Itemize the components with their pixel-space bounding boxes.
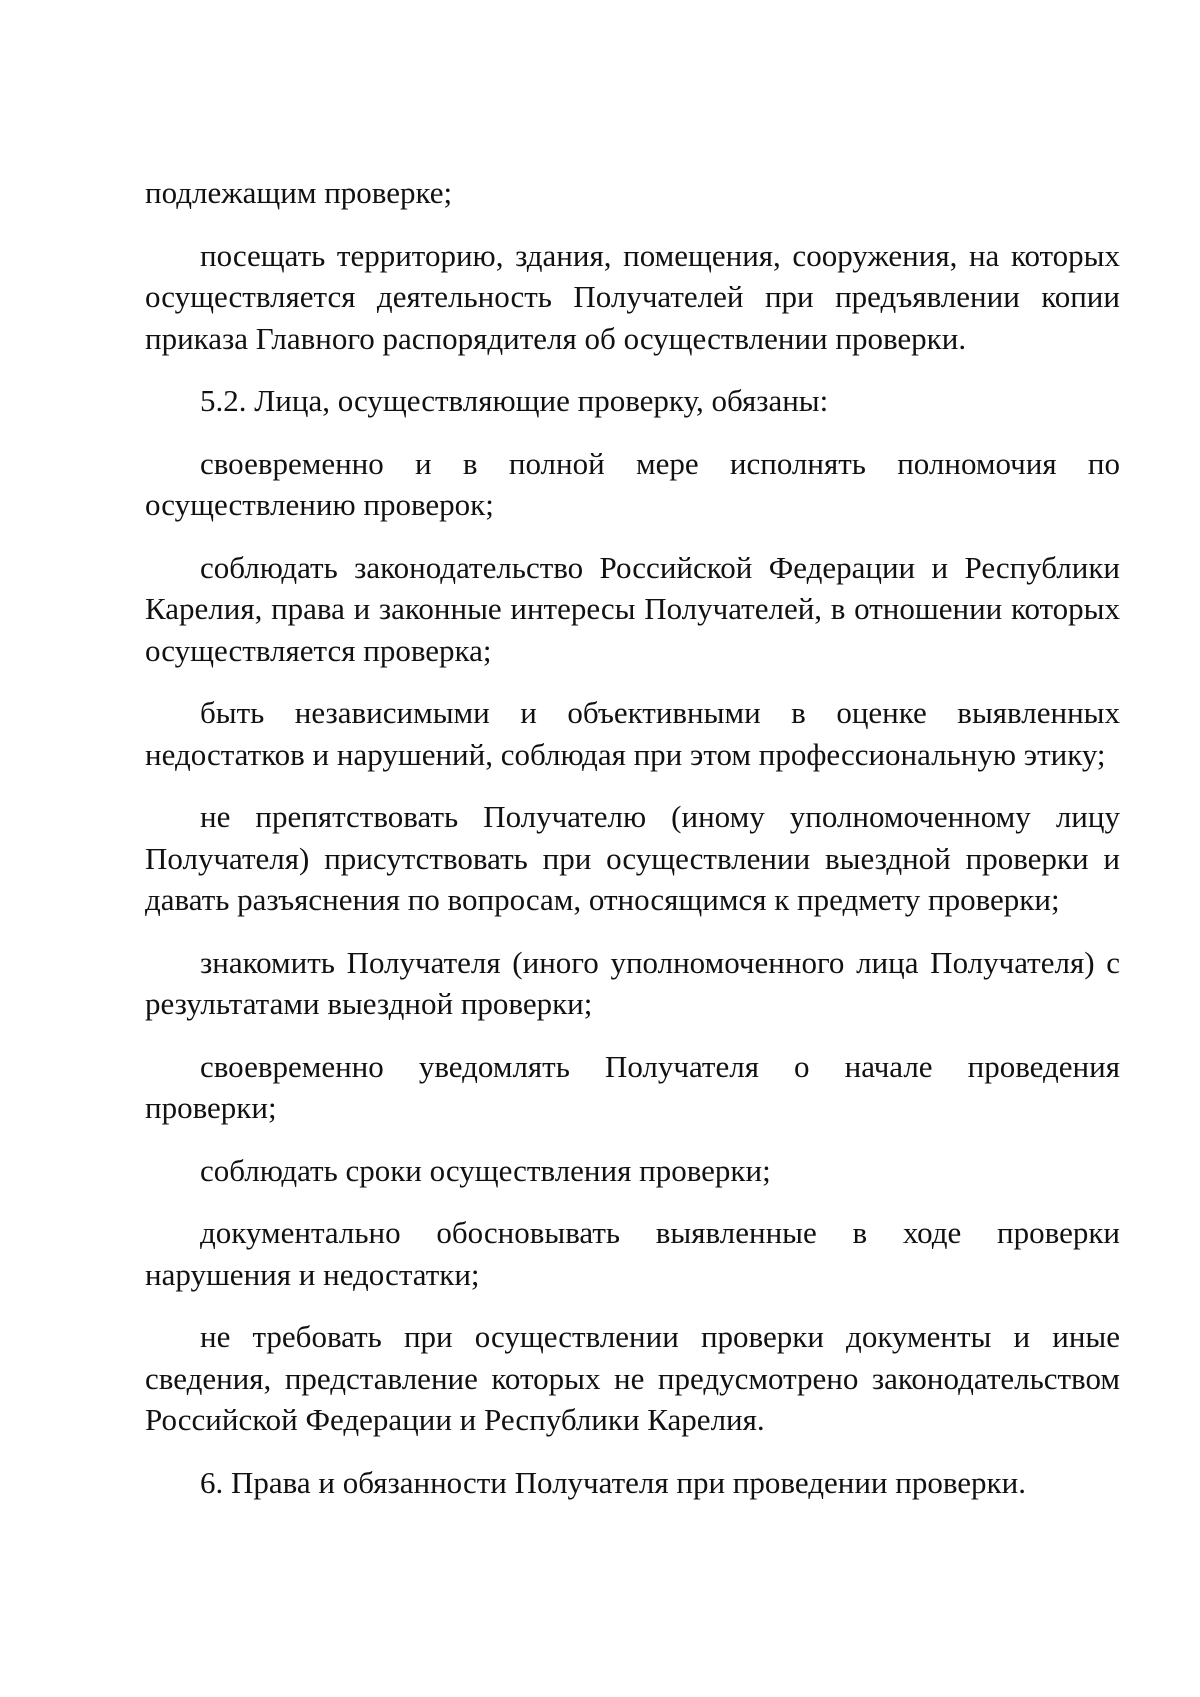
- paragraph-right-visit: посещать территорию, здания, помещения, сооружения, на которых осуществляется деятельность Получателей при предъявлении копии приказа Главного распорядителя об осуществлении проверки.: [145, 237, 1120, 356]
- section-heading-5-2: 5.2. Лица, осуществляющие проверку, обязаны:: [200, 383, 829, 418]
- section-heading-6: 6. Права и обязанности Получателя при проведении проверки.: [200, 1464, 1026, 1500]
- paragraph-duty-justify: документально обосновывать выявленные в ходе проверки нарушения и недостатки;: [145, 1215, 1120, 1292]
- paragraph-duty-acquaint: знакомить Получателя (иного уполномоченного лица Получателя) с результатами выездной проверки;: [145, 944, 1120, 1021]
- paragraph-continuation: подлежащим проверке;: [145, 175, 453, 210]
- paragraph-duty-powers: своевременно и в полной мере исполнять полномочия по осуществлению проверок;: [145, 445, 1120, 522]
- paragraph-duty-presence: не препятствовать Получателю (иному уполномоченному лицу Получателя) присутствовать при осуществлении выездной проверки и давать разъяснения по вопросам, относящимся к предмету проверки;: [145, 799, 1120, 917]
- paragraph-duty-independence: быть независимыми и объективными в оценке выявленных недостатков и нарушений, соблюдая при этом профессиональную этику;: [145, 695, 1120, 772]
- paragraph-duty-legislation: соблюдать законодательство Российской Федерации и Республики Карелия, права и законные интересы Получателей, в отношении которых осуществляется проверка;: [145, 549, 1120, 668]
- paragraph-duty-notify: своевременно уведомлять Получателя о начале проведения проверки;: [145, 1048, 1120, 1125]
- document-page: [145, 172, 1120, 1524]
- paragraph-duty-no-extra-docs: не требовать при осуществлении проверки документы и иные сведения, представление которых не предусмотрено законодательством Российской Федерации и Республики Карелия.: [145, 1319, 1120, 1437]
- paragraph-duty-deadlines: соблюдать сроки осуществления проверки;: [200, 1152, 771, 1188]
